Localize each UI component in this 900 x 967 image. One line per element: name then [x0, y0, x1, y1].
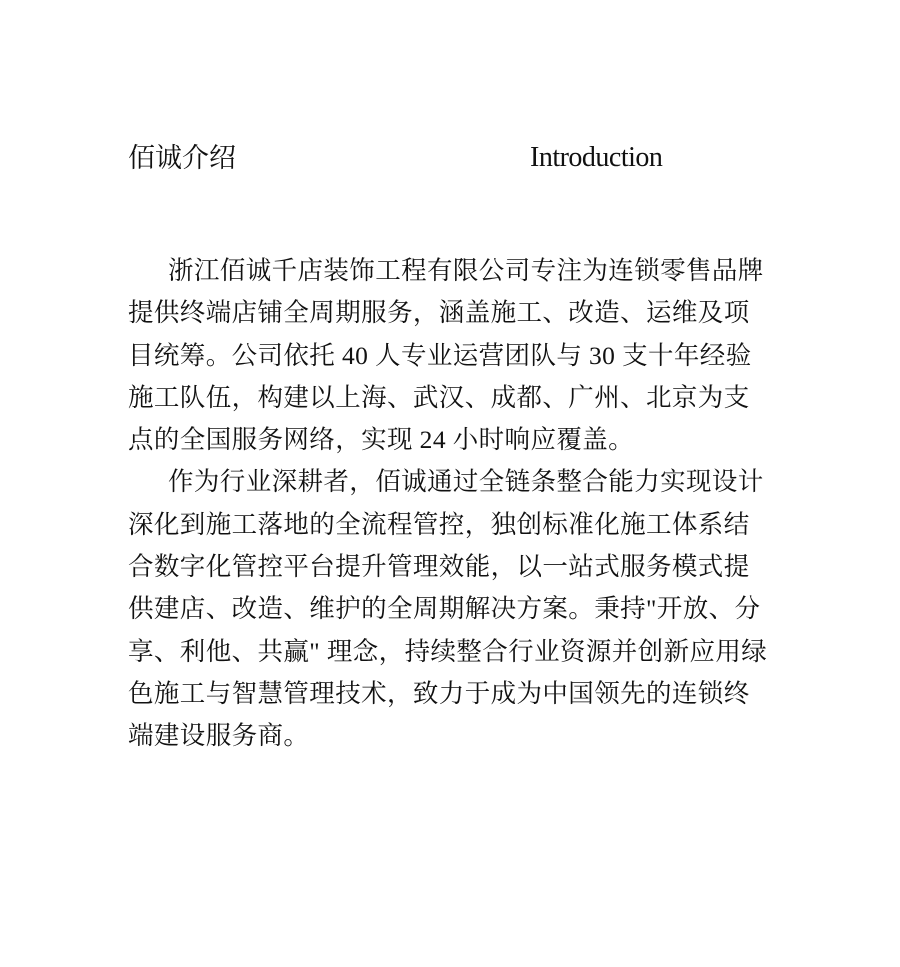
text-line: 点的全国服务网络，实现 24 小时响应覆盖。	[128, 425, 635, 455]
paragraph-1	[128, 250, 788, 461]
text-line: 享、利他、共赢" 理念，持续整合行业资源并创新应用绿	[128, 636, 768, 666]
text-line: 施工队伍，构建以上海、武汉、成都、广州、北京为支	[128, 382, 750, 412]
text-line: 端建设服务商。	[128, 721, 310, 751]
text-line: 合数字化管控平台提升管理效能，以一站式服务模式提	[128, 552, 750, 582]
text-line: 提供终端店铺全周期服务，涵盖施工、改造、运维及项	[128, 298, 750, 328]
paragraph-2	[128, 461, 788, 757]
section-title-chinese: 佰诚介绍	[128, 143, 236, 173]
text-line: 深化到施工落地的全流程管控，独创标准化施工体系结	[128, 509, 750, 539]
section-title-english: Introduction	[530, 142, 663, 173]
text-line: 作为行业深耕者，佰诚通过全链条整合能力实现设计	[168, 467, 764, 497]
text-line: 目统筹。公司依托 40 人专业运营团队与 30 支十年经验	[128, 340, 752, 370]
text-line: 浙江佰诚千店装饰工程有限公司专注为连锁零售品牌	[168, 256, 764, 285]
text-line: 供建店、改造、维护的全周期解决方案。秉持"开放、分	[128, 594, 761, 624]
text-line: 色施工与智慧管理技术，致力于成为中国领先的连锁终	[128, 678, 750, 708]
introduction-body	[128, 250, 788, 758]
